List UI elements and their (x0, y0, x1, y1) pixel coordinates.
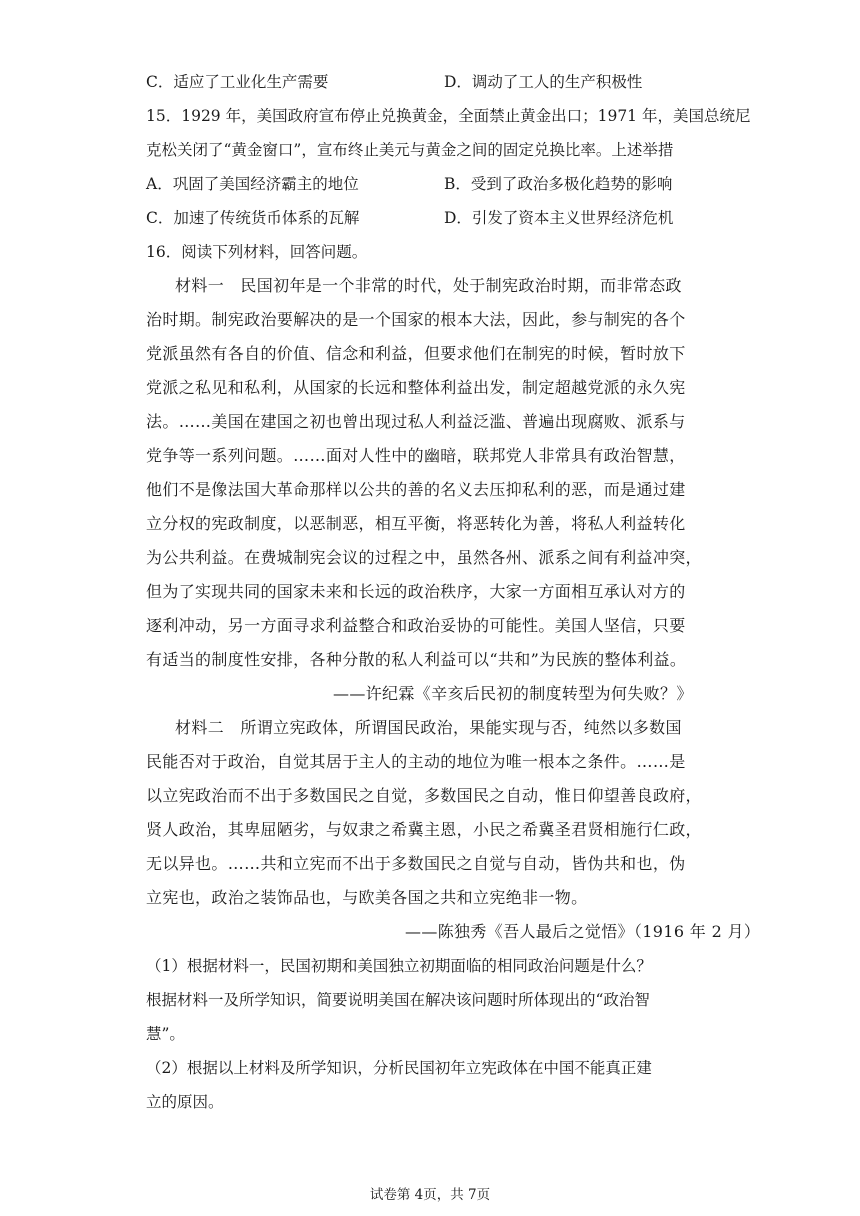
q16-sub1-line1: （1）根据材料一，民国初期和美国独立初期面临的相同政治问题是什么？ (146, 957, 652, 975)
material1-source: ——许纪霖《辛亥后民初的制度转型为何失败？》 (333, 684, 693, 703)
material1-line: 但为了实现共同的国家未来和长远的政治秩序，大家一方面相互承认对方的 (146, 582, 686, 601)
q15-option-b: B．受到了政治多极化趋势的影响 (444, 175, 673, 193)
material2-line: 无以异也。……共和立宪而不出于多数国民之自觉与自动，皆伪共和也，伪 (146, 854, 686, 873)
material2-line: 贤人政治，其卑屈陋劣，与奴隶之希冀主恩，小民之希冀圣君贤相施行仁政， (146, 820, 702, 839)
q14-option-d: D．调动了工人的生产积极性 (444, 73, 643, 91)
material1-line: 有适当的制度性安排，各种分散的私人利益可以“共和”为民族的整体利益。 (146, 650, 687, 669)
material2-line: 以立宪政治而不出于多数国民之自觉，多数国民之自动，惟日仰望善良政府， (146, 786, 702, 805)
q15-option-a: A．巩固了美国经济霸主的地位 (146, 175, 359, 193)
q14-option-c: C．适应了工业化生产需要 (146, 73, 329, 91)
material1-line: 党争等一系列问题。……面对人性中的幽暗，联邦党人非常具有政治智慧， (146, 446, 686, 465)
material2-source: ——陈独秀《吾人最后之觉悟》（1916 年 2 月） (405, 922, 761, 941)
material2-line: 民能否对于政治，自觉其居于主人的主动的地位为唯一根本之条件。……是 (146, 752, 686, 771)
q16-sub2-line1: （2）根据以上材料及所学知识，分析民国初年立宪政体在中国不能真正建 (146, 1059, 652, 1077)
q15-option-d: D．引发了资本主义世界经济危机 (444, 209, 674, 227)
q16-sub2-line2: 立的原因。 (146, 1093, 224, 1111)
material2-line: 材料二 所谓立宪政体，所谓国民政治，果能实现与否，纯然以多数国 (175, 718, 682, 737)
page-footer: 试卷第 4页，共 7页 (369, 1187, 491, 1203)
material1-line: 党派虽然有各自的价值、信念和利益，但要求他们在制宪的时候，暂时放下 (146, 344, 686, 363)
q15-stem-line2: 克松关闭了“黄金窗口”，宣布终止美元与黄金之间的固定兑换比率。上述举措 (146, 141, 674, 159)
material1-line: 为公共利益。在费城制宪会议的过程之中，虽然各州、派系之间有利益冲突， (146, 548, 702, 567)
q16-stem: 16．阅读下列材料，回答问题。 (146, 243, 368, 261)
material1-line: 立分权的宪政制度，以恶制恶，相互平衡，将恶转化为善，将私人利益转化 (146, 514, 686, 533)
material1-line: 他们不是像法国大革命那样以公共的善的名义去压抑私利的恶，而是通过建 (146, 480, 686, 499)
material1-line: 治时期。制宪政治要解决的是一个国家的根本大法，因此，参与制宪的各个 (146, 310, 686, 329)
q15-stem-line1: 15．1929 年，美国政府宣布停止兑换黄金，全面禁止黄金出口；1971 年，美国总统尼 (146, 107, 751, 125)
material1-line: 材料一 民国初年是一个非常的时代，处于制宪政治时期，而非常态政 (175, 276, 682, 295)
q15-option-c: C．加速了传统货币体系的瓦解 (146, 209, 360, 227)
material2-line: 立宪也，政治之装饰品也，与欧美各国之共和立宪绝非一物。 (146, 888, 588, 907)
material1-line: 逐利冲动，另一方面寻求利益整合和政治妥协的可能性。美国人坚信，只要 (146, 616, 686, 635)
material1-line: 党派之私见和私利，从国家的长远和整体利益出发，制定超越党派的永久宪 (146, 378, 686, 397)
material1-line: 法。……美国在建国之初也曾出现过私人利益泛滥、普遍出现腐败、派系与 (146, 412, 686, 431)
q16-sub1-line2: 根据材料一及所学知识，简要说明美国在解决该问题时所体现出的“政治智 (146, 991, 650, 1009)
q16-sub1-line3: 慧”。 (146, 1025, 185, 1043)
